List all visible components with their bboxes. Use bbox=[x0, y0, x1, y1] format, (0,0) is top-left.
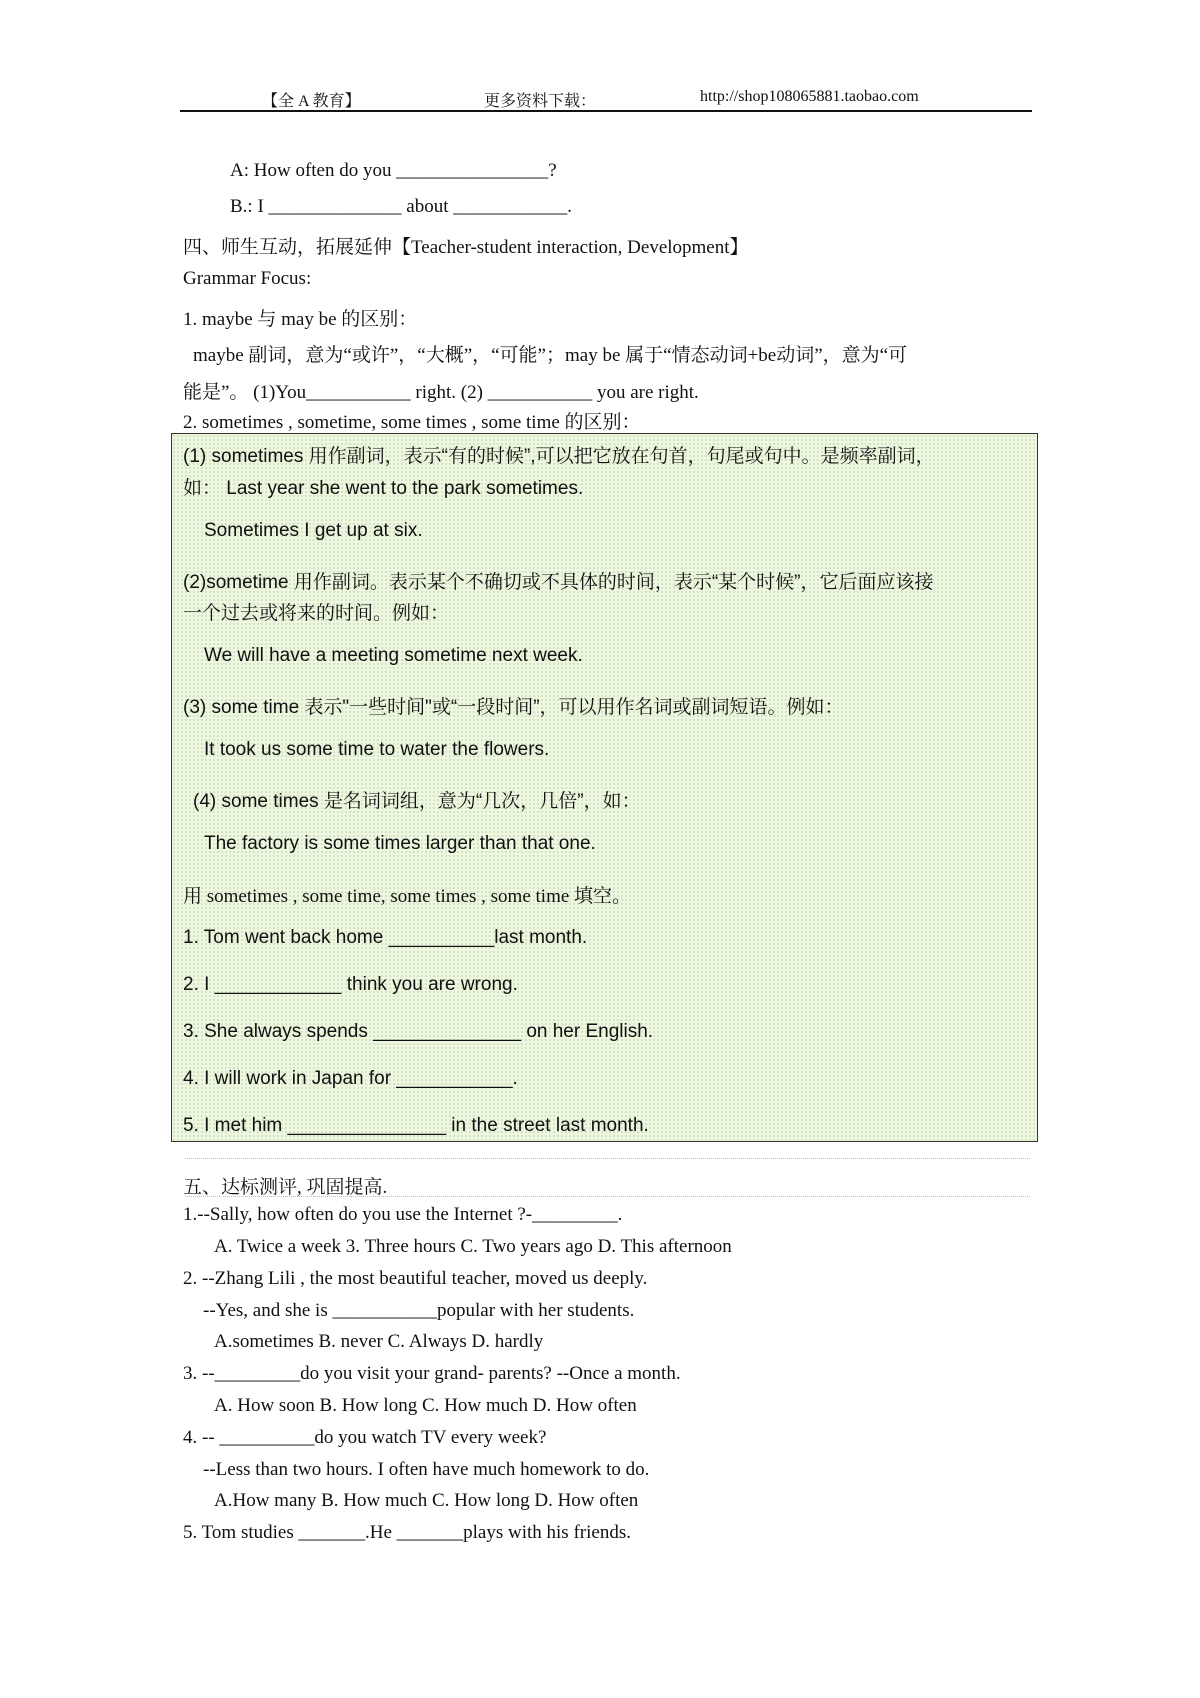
quiz-line-6: 3. --_________do you visit your grand- parents? --Once a month. bbox=[183, 1363, 681, 1384]
quiz-line-9: --Less than two hours. I often have much homework to do. bbox=[203, 1459, 650, 1480]
box-line-10: The factory is some times larger than that one. bbox=[204, 833, 596, 854]
header-download-label: 更多资料下载： bbox=[484, 93, 597, 110]
grammar-focus-heading: Grammar Focus: bbox=[183, 268, 312, 289]
quiz-line-11: 5. Tom studies _______.He _______plays with his friends. bbox=[183, 1522, 631, 1543]
item1-line2: 能是”。 (1)You___________ right. (2) ___________ you are right. bbox=[183, 382, 699, 403]
box-line-5: 一个过去或将来的时间。例如： bbox=[183, 603, 450, 624]
dotted-divider bbox=[185, 1158, 1030, 1159]
box-line-8: It took us some time to water the flowers. bbox=[204, 739, 550, 760]
quiz-line-7: A. How soon B. How long C. How much D. How often bbox=[214, 1395, 637, 1416]
exercise-3: 3. She always spends ______________ on her English. bbox=[183, 1021, 654, 1042]
box-line-9: (4) some times 是名词词组，意为“几次，几倍”，如： bbox=[193, 791, 641, 812]
quiz-line-1: 1.--Sally, how often do you use the Internet ?-_________. bbox=[183, 1204, 623, 1225]
box-line-3: Sometimes I get up at six. bbox=[204, 520, 423, 541]
section4-title: 四、师生互动，拓展延伸【Teacher-student interaction, Development】 bbox=[183, 237, 749, 258]
dialogue-line-a: A: How often do you ________________? bbox=[230, 160, 557, 181]
section5-title: 五、达标测评, 巩固提高. bbox=[183, 1177, 388, 1198]
quiz-line-4: --Yes, and she is ___________popular with her students. bbox=[203, 1300, 635, 1321]
exercise-1: 1. Tom went back home __________last month. bbox=[183, 927, 588, 948]
quiz-line-5: A.sometimes B. never C. Always D. hardly bbox=[214, 1331, 544, 1352]
box-line-2: 如： Last year she went to the park sometimes. bbox=[183, 478, 584, 499]
box-line-4: (2)sometime 用作副词。表示某个不确切或不具体的时间，表示“某个时候”，它后面应该接 bbox=[183, 572, 934, 593]
box-line-7: (3) some time 表示"一些时间"或“一段时间”，可以用作名词或副词短语。例如： bbox=[183, 697, 844, 718]
item2-title: 2. sometimes , sometime, some times , some time 的区别： bbox=[183, 412, 641, 433]
quiz-line-10: A.How many B. How much C. How long D. How often bbox=[214, 1490, 639, 1511]
header-brand: 【全 A 教育】 bbox=[262, 93, 361, 110]
item1-title: 1. maybe 与 may be 的区别： bbox=[183, 309, 418, 330]
exercise-2: 2. I ____________ think you are wrong. bbox=[183, 974, 518, 995]
box-line-1: (1) sometimes 用作副词，表示“有的时候”,可以把它放在句首，句尾或句中。是频率副词， bbox=[183, 446, 935, 467]
item1-line1: maybe 副词，意为“或许”，“大概”，“可能”；may be 属于“情态动词+be动词”，意为“可 bbox=[193, 345, 908, 366]
header-url: http://shop108065881.taobao.com bbox=[700, 88, 919, 105]
quiz-line-3: 2. --Zhang Lili , the most beautiful teacher, moved us deeply. bbox=[183, 1268, 648, 1289]
quiz-line-8: 4. -- __________do you watch TV every week? bbox=[183, 1427, 547, 1448]
dotted-divider bbox=[185, 1196, 1030, 1197]
exercise-4: 4. I will work in Japan for ___________. bbox=[183, 1068, 518, 1089]
fill-in-instruction: 用 sometimes , some time, some times , some time 填空。 bbox=[183, 886, 632, 907]
dialogue-line-b: B.: I ______________ about ____________. bbox=[230, 196, 572, 217]
box-line-6: We will have a meeting sometime next week. bbox=[204, 645, 583, 666]
exercise-5: 5. I met him _______________ in the street last month. bbox=[183, 1115, 649, 1136]
quiz-line-2: A. Twice a week 3. Three hours C. Two years ago D. This afternoon bbox=[214, 1236, 732, 1257]
header-divider bbox=[180, 110, 1032, 112]
